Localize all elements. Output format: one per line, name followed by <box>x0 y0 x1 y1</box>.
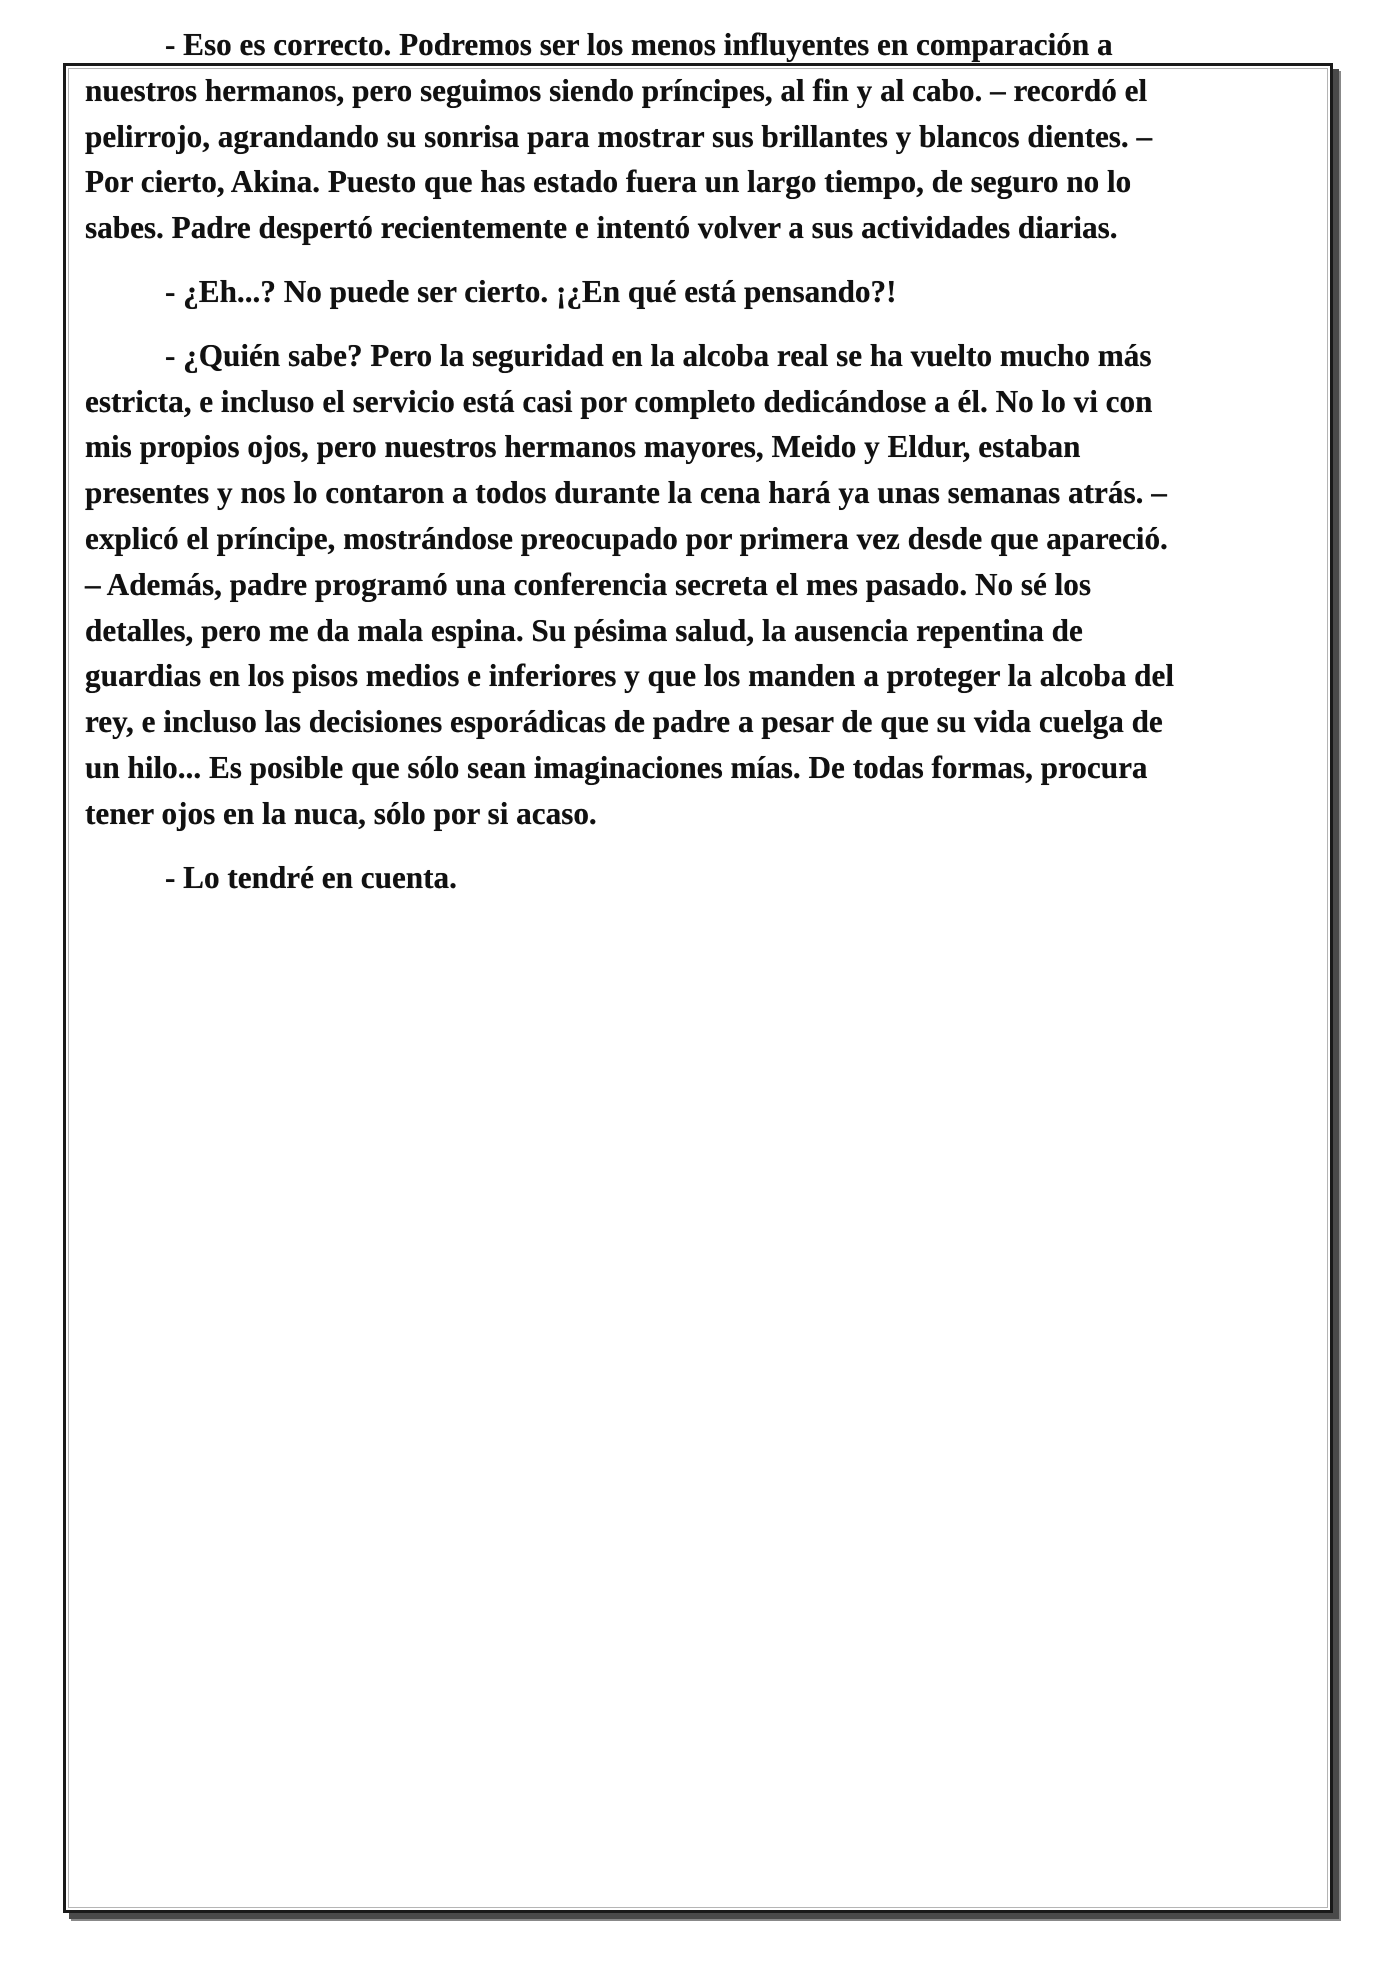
paragraph-line: detalles, pero me da mala espina. Su pésima salud, la ausencia repentina de <box>85 612 1083 648</box>
paragraph-line: - ¿Eh...? No puede ser cierto. ¡¿En qué está pensando?! <box>165 273 897 309</box>
paragraph-line: Por cierto, Akina. Puesto que has estado fuera un largo tiempo, de seguro no lo <box>85 164 1132 200</box>
paragraph <box>85 22 1330 251</box>
paragraph-line: - ¿Quién sabe? Pero la seguridad en la alcoba real se ha vuelto mucho más <box>165 337 1152 373</box>
paragraph-line: - Lo tendré en cuenta. <box>165 859 457 895</box>
paragraph-line: explicó el príncipe, mostrándose preocupado por primera vez desde que apareció. <box>85 520 1168 556</box>
paragraph <box>85 333 1330 837</box>
paragraph-line: nuestros hermanos, pero seguimos siendo príncipes, al fin y al cabo. – recordó el <box>85 72 1148 108</box>
paragraph-line: rey, e incluso las decisiones esporádicas de padre a pesar de que su vida cuelga de <box>85 704 1163 740</box>
paragraph-line: – Además, padre programó una conferencia secreta el mes pasado. No sé los <box>85 566 1092 602</box>
paragraph <box>85 269 1330 315</box>
paragraph-line: estricta, e incluso el servicio está casi por completo dedicándose a él. No lo vi con <box>85 383 1153 419</box>
paragraph-line: - Eso es correcto. Podremos ser los menos influyentes en comparación a <box>165 27 1113 62</box>
paragraph-line: guardias en los pisos medios e inferiores y que los manden a proteger la alcoba del <box>85 658 1175 694</box>
paragraph-line: pelirrojo, agrandando su sonrisa para mostrar sus brillantes y blancos dientes. – <box>85 118 1153 154</box>
document-body <box>85 22 1330 918</box>
paragraph <box>85 855 1330 901</box>
paragraph-line: un hilo... Es posible que sólo sean imaginaciones mías. De todas formas, procura <box>85 749 1148 785</box>
paragraph-line: presentes y nos lo contaron a todos durante la cena hará ya unas semanas atrás. – <box>85 475 1167 511</box>
paragraph-line: tener ojos en la nuca, sólo por si acaso. <box>85 795 597 831</box>
paragraph-line: sabes. Padre despertó recientemente e intentó volver a sus actividades diarias. <box>85 210 1118 246</box>
paragraph-line: mis propios ojos, pero nuestros hermanos mayores, Meido y Eldur, estaban <box>85 429 1081 465</box>
